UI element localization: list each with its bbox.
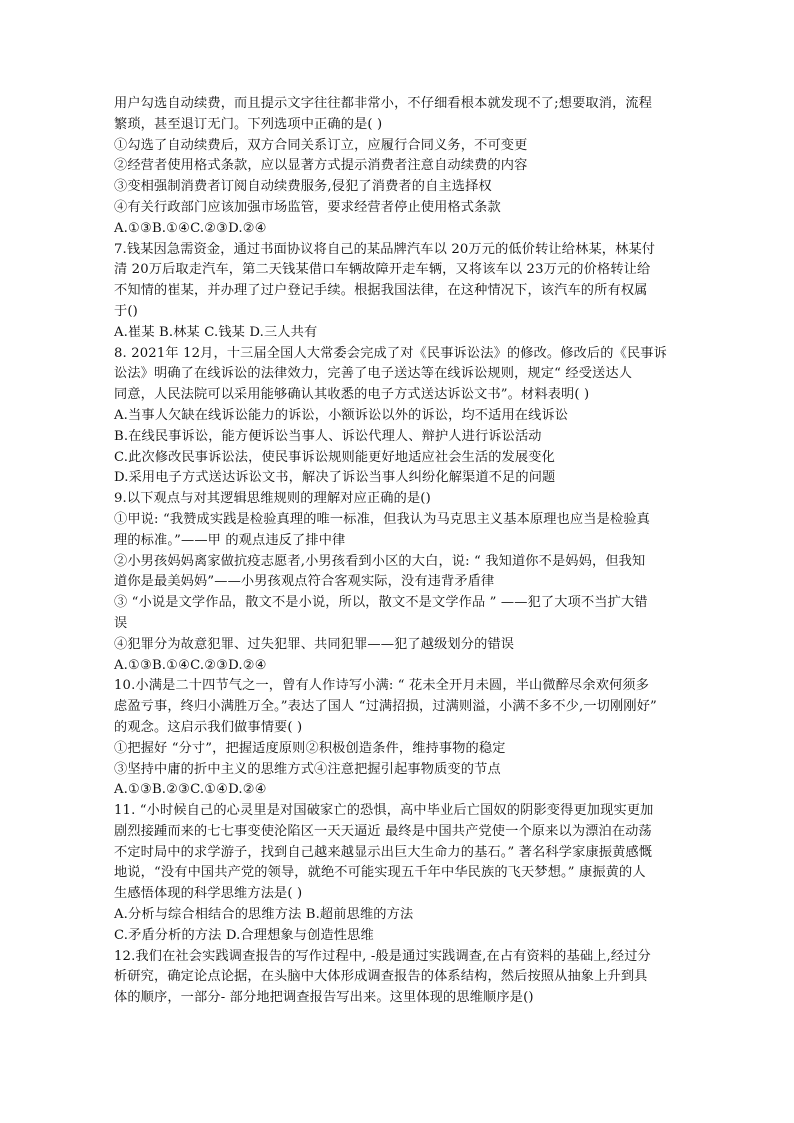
option-line: C.此次修改民事诉讼法，使民事诉讼规则能更好地适应社会生活的发展变化 (114, 449, 555, 465)
option-line: ③坚持中庸的折中主义的思维方式④注意把握引起事物质变的节点 (114, 761, 501, 777)
answer-choices: C.矛盾分析的方法 D.合理想象与创造性思维 (114, 927, 374, 943)
option-line: B.在线民事诉讼，能方便诉讼当事人、诉讼代理人、辩护人进行诉讼活动 (114, 428, 542, 444)
question-12-text: 析研究，确定论点论据，在头脑中大体形成调查报告的体系结构，然后按照从抽象上升到具 (114, 969, 648, 985)
option-line: 误 (114, 615, 128, 631)
question-7-text: 7.钱某因急需资金，通过书面协议将自己的某品牌汽车以 20万元的低价转让给林某，林某付 (114, 241, 656, 257)
question-7-text: 于() (114, 303, 138, 319)
option-line: ③ “小说是文学作品，散文不是小说，所以，散文不是文学作品 ” ——犯了大项不当扩大错 (114, 595, 648, 611)
question-8-text: 8. 2021年 12月，十三届全国人大常委会完成了对《民事诉讼法》的修改。修改后的《民事诉 (114, 345, 667, 361)
question-11-text: 地说，“没有中国共产党的领导，就绝不可能实现五千年中华民族的飞天梦想。” 康振黄的人 (114, 865, 646, 881)
question-11-text: 不定时局中的求学游子，找到自己越来越显示出巨大生命力的基石。” 著名科学家康振黄感慨 (114, 844, 653, 860)
text-line: 用户勾选自动续费，而且提示文字往往都非常小，不仔细看根本就发现不了;想要取消，流程 (114, 96, 653, 111)
question-10-text: 的观念。这启示我们做事情要( ) (114, 719, 303, 735)
option-line: 道你是最美妈妈”——小男孩观点符合客观实际，没有违背矛盾律 (114, 574, 495, 590)
option-line: D.采用电子方式送达诉讼文书，解决了诉讼当事人纠纷化解渠道不足的问题 (114, 470, 556, 486)
question-11-text: 剧烈接踵而来的七七事变使沦陷区一天天逼近 最终是中国共产党使一个原来以为漂泊在动荡 (114, 823, 652, 839)
option-line: ④犯罪分为故意犯罪、过失犯罪、共同犯罪——犯了越级划分的错误 (114, 636, 515, 652)
answer-choices: A.分析与综合相结合的思维方法 B.超前思维的方法 (114, 907, 414, 923)
option-line: 理的标准。”——甲 的观点违反了排中律 (114, 532, 346, 548)
option-line: ④有关行政部门应该加强市场监管，要求经营者停止使用格式条款 (114, 199, 501, 215)
question-9-text: 9.以下观点与对其逻辑思维规则的理解对应正确的是() (114, 491, 431, 507)
question-10-text: 10.小满是二十四节气之一，曾有人作诗写小满: “ 花未全开月未圆，半山微醉尽余欢何须多 (114, 678, 650, 694)
option-line: ①甲说: “我赞成实践是检验真理的唯一标准，但我认为马克思主义基本原理也应当是检验真 (114, 511, 650, 527)
question-text-block (114, 94, 684, 1009)
option-line: ②小男孩妈妈离家做抗疫志愿者,小男孩看到小区的大白，说: “ 我知道你不是妈妈，但我知 (114, 553, 646, 569)
question-7-text: 清 20万后取走汽车，第二天钱某借口车辆故障开走车辆，又将该车以 23万元的价格转让给 (114, 262, 651, 278)
question-12-text: 12.我们在社会实践调查报告的写作过程中, -般是通过实践调查,在占有资料的基础上,经过分 (114, 948, 651, 964)
answer-choices: A.崔某 B.林某 C.钱某 D.三人共有 (114, 324, 318, 340)
question-11-text: 11. “小时候自己的心灵里是对国破家亡的恐惧，高中毕业后亡国奴的阴影变得更加现实更加 (114, 803, 654, 819)
question-7-text: 不知情的崔某，并办理了过户登记手续。根据我国法律，在这种情况下，该汽车的所有权属 (114, 283, 648, 299)
option-line: ①把握好 “分寸”，把握适度原则②积极创造条件，维持事物的稳定 (114, 740, 506, 756)
answer-choices: A.①③B.②③C.①④D.②④ (114, 782, 267, 798)
option-line: ①勾选了自动续费后，双方合同关系订立，应履行合同义务，不可变更 (114, 137, 528, 153)
option-line: ③变相强制消费者订阅自动续费服务,侵犯了消费者的自主选择权 (114, 179, 492, 195)
question-8-text: 讼法》明确了在线诉讼的法律效力，完善了电子送达等在线诉讼规则，规定“ 经受送达人 (114, 366, 633, 382)
option-line: ②经营者使用格式条款，应以显著方式提示消费者注意自动续费的内容 (114, 158, 528, 174)
question-12-text: 体的顺序，一部分- 部分地把调查报告写出来。这里体现的思维顺序是() (114, 990, 534, 1006)
question-11-text: 生感悟体现的科学思维方法是( ) (114, 886, 303, 902)
option-line: A.当事人欠缺在线诉讼能力的诉讼，小额诉讼以外的诉讼，均不适用在线诉讼 (114, 407, 569, 423)
question-8-text: 同意，人民法院可以采用能够确认其收悉的电子方式送达诉讼文书”。材料表明( ) (114, 387, 590, 403)
answer-choices: A.①③B.①④C.②③D.②④ (114, 657, 267, 673)
answer-choices: A.①③B.①④C.②③D.②④ (114, 220, 267, 236)
question-10-text: 虑盈亏事，终归小满胜万全。”表达了国人 “过满招损，过满则溢，小满不多不少,一切刚刚好” (114, 699, 657, 715)
text-line: 繁琐，甚至退订无门。下列选项中正确的是( ) (114, 116, 383, 132)
